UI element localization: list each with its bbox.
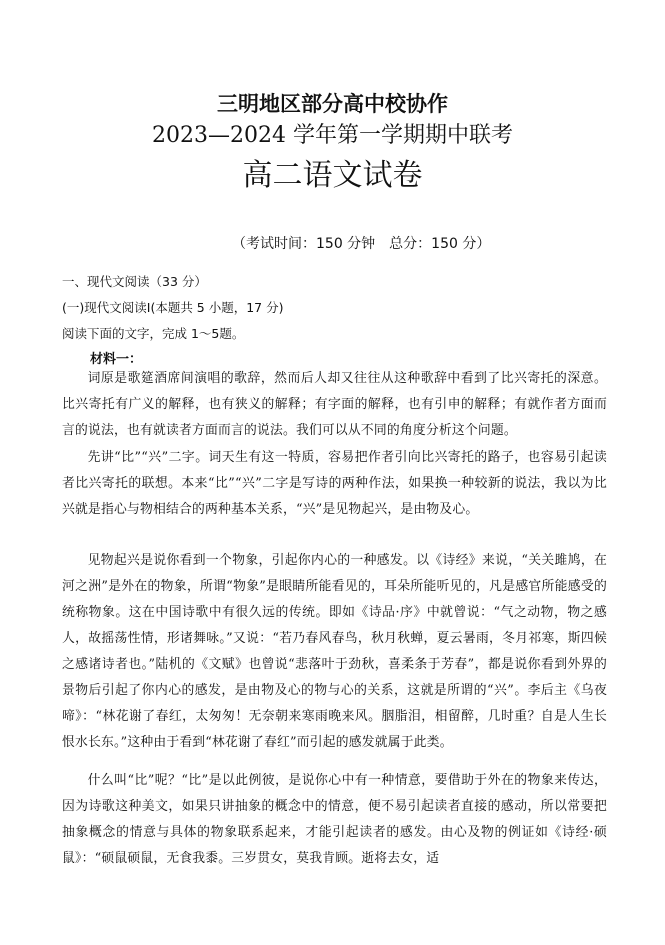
paragraph-3: 见物起兴是说你看到一个物象，引起你内心的一种感发。以《诗经》来说，“关关雎鸠，在河之洲”是外在的物象，所谓“物象”是眼睛所能看见的，耳朵所能听见的，凡是感官所能感受的统称物象。这在中国诗歌中有很久远的传统。即如《诗品·序》中就曾说：“气之动物，物之感人，故摇荡性情，形诸舞咏。”又说：“若乃春风春鸟，秋月秋蝉，夏云暑雨，冬月祁寒，斯四候之感诸诗者也。”陆机的《文赋》也曾说“悲落叶于劲秋，喜柔条于芳春”，都是说你看到外界的景物后引起了你内心的感发，是由物及心的物与心的关系，这就是所谓的“兴”。李后主《乌夜啼》：“林花谢了春红，太匆匆！无奈朝来寒雨晚来风。胭脂泪，相留醉，几时重？自是人生长恨水长东。”这种由于看到“林花谢了春红”而引起的感发就属于此类。 xyxy=(62,553,607,750)
section-heading: 一、现代文阅读（33 分） xyxy=(62,274,207,289)
paragraph-1: 词原是歌筵酒席间演唱的歌辞，然而后人却又往往从这种歌辞中看到了比兴寄托的深意。比兴寄托有广义的解释，也有狭义的解释；有字面的解释，也有引申的解释；有就作者方面而言的说法，也有就读者方面而言的说法。我们可以从不同的角度分析这个问题。 xyxy=(62,371,607,438)
exam-title-line1: 三明地区部分高中校协作 xyxy=(217,92,448,116)
subsection-heading: (一)现代文阅读Ⅰ(本题共 5 小题，17 分) xyxy=(62,300,284,315)
exam-time-and-score: （考试时间：150 分钟 总分：150 分） xyxy=(232,236,491,252)
paragraph-2: 先讲“比”“兴”二字。词天生有这一特质，容易把作者引向比兴寄托的路子，也容易引起读者比兴寄托的联想。本来“比”“兴”二字是写诗的两种作法，如果换一种较新的说法，我以为比兴就是指心与物相结合的两种基本关系，“兴”是见物起兴，是由物及心。 xyxy=(62,450,607,517)
paragraph-4: 什么叫“比”呢？“比”是以此例彼，是说你心中有一种情意，要借助于外在的物象来传达，因为诗歌这种美文，如果只讲抽象的概念中的情意，便不易引起读者直接的感动，所以常要把抽象概念的情意与具体的物象联系起来，才能引起读者的感发。由心及物的例证如《诗经·硕鼠》：“硕鼠硕鼠，无食我黍。三岁贯女，莫我肯顾。逝将去女，适 xyxy=(62,773,607,866)
reading-instruction: 阅读下面的文字，完成 1～5题。 xyxy=(62,326,245,341)
exam-title-line3: 高二语文试卷 xyxy=(242,158,423,193)
exam-title-line2: 2023—2024 学年第一学期期中联考 xyxy=(152,123,513,148)
material-label: 材料一： xyxy=(90,352,143,367)
